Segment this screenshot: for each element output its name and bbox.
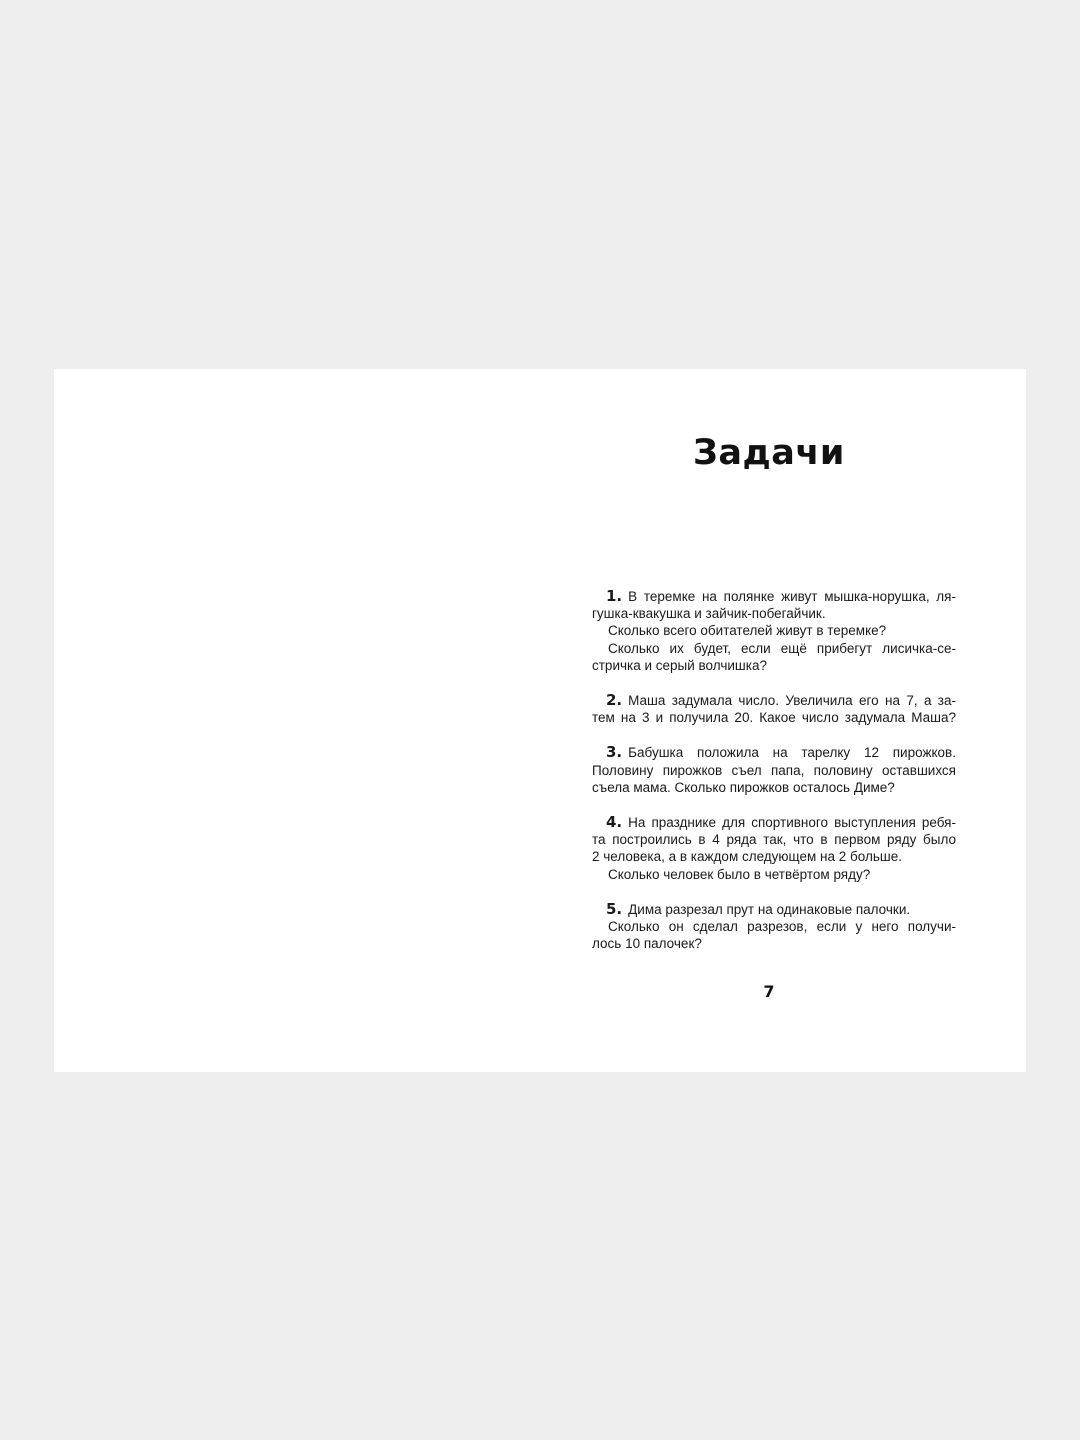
problem-2 [592,692,956,726]
problem-number: 5. [606,899,623,918]
problem-3 [592,744,956,796]
problem-line: Половину пирожков съел папа, половину оставшихся [592,762,956,778]
problem-number: 1. [606,587,623,605]
problem-line: та построились в 4 ряда так, что в первом ряду было [592,832,956,848]
page-number: 7 [763,982,775,1001]
problem-line: Сколько всего обитателей живут в теремке? [608,623,887,639]
problem-text: Бабушка положила на тарелку 12 пирожков. [628,745,956,761]
problem-text: Маша задумала число. Увеличила его на 7, а за- [628,693,956,709]
problem-line [592,692,956,709]
problem-list [592,588,956,970]
problem-text: На празднике для спортивного выступления ребя- [628,815,956,831]
problem-line: Сколько их будет, если ещё прибегут лисичка-се- [608,640,956,656]
problem-text: Дима разрезал прут на одинаковые палочки. [628,901,911,917]
problem-5 [592,901,956,953]
problem-line [592,744,956,761]
problem-line: Сколько он сделал разрезов, если у него получи- [608,919,956,935]
problem-number: 4. [606,813,623,832]
problem-line: гушка-квакушка и зайчик-побегайчик. [592,606,826,622]
problem-line: Сколько человек было в четвёртом ряду? [608,866,871,882]
page-title: Задачи [693,433,845,473]
problem-4 [592,814,956,883]
problem-number: 2. [606,691,623,710]
book-spread [54,369,1026,1072]
problem-1 [592,588,956,674]
problem-line [592,588,956,605]
problem-line [592,901,956,918]
problem-line: лось 10 палочек? [592,936,702,952]
problem-line: стричка и серый волчишка? [592,657,767,673]
problem-line: 2 человека, а в каждом следующем на 2 больше. [592,849,902,865]
left-page-blank [54,369,540,1072]
problem-number: 3. [606,743,623,762]
problem-line: съела мама. Сколько пирожков осталось Диме? [592,779,895,795]
right-page [540,369,1026,1072]
problem-line: тем на 3 и получила 20. Какое число задумала Маша? [592,710,956,726]
problem-line [592,814,956,831]
problem-text: В теремке на полянке живут мышка-норушка, ля- [628,589,956,604]
